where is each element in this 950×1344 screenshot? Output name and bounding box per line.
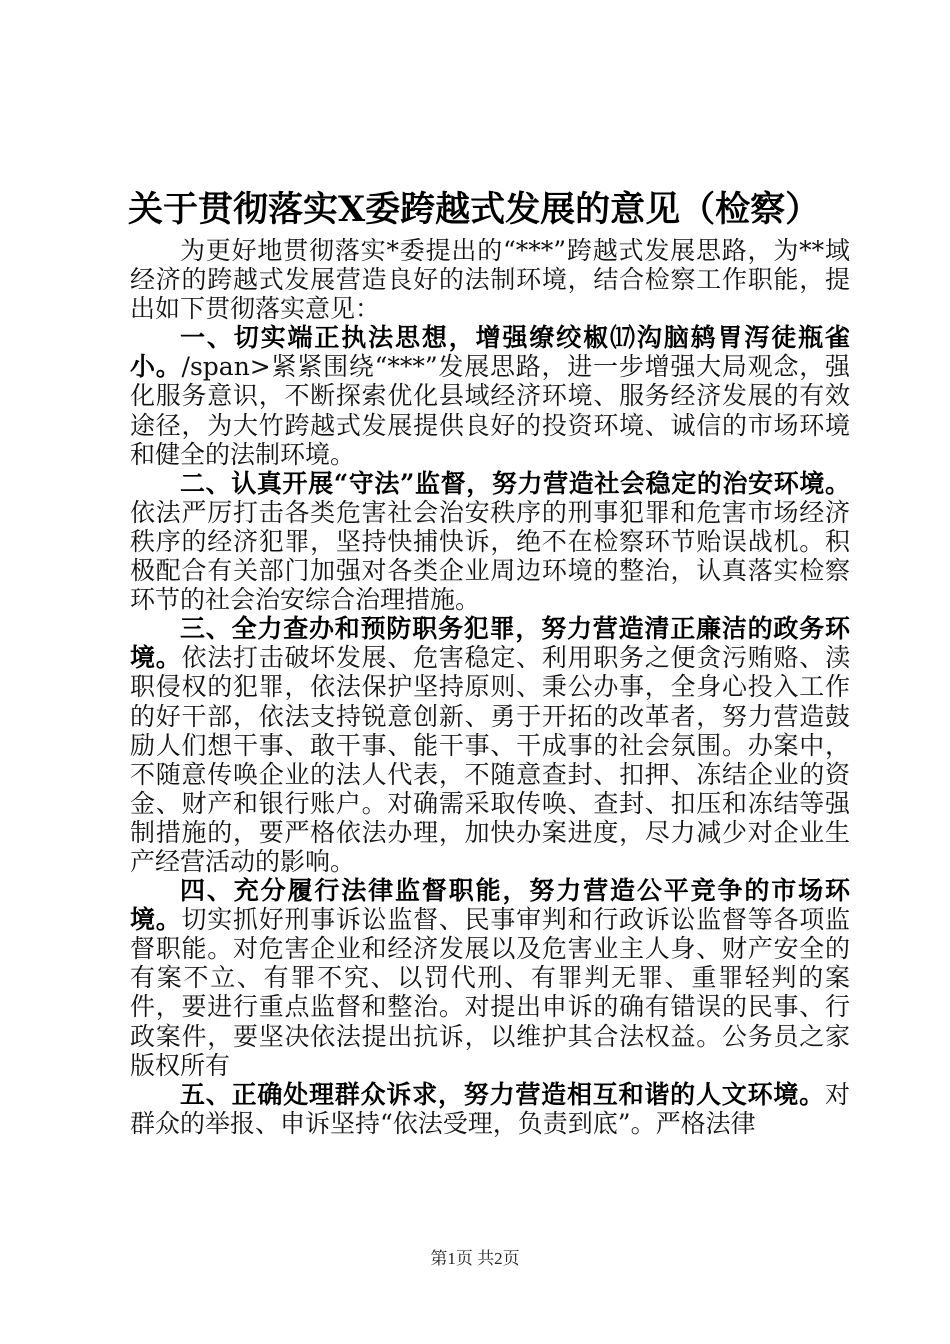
section-body: 依法打击破坏发展、危害稳定、利用职务之便贪污贿赂、渎职侵权的犯罪，依法保护坚持原则、秉公办事，全身心投入工作的好干部，依法支持锐意创新、勇于开拓的改革者，努力营造鼓励人们想干事、敢干事、能干事、干成事的社会氛围。办案中，不随意传唤企业的法人代表，不随意查封、扣押、冻结企业的资金、财产和银行账户。对确需采取传唤、查封、扣压和冻结等强制措施的，要严格依法办理，加快办案进度，尽力减少对企业生产经营活动的影响。 (130, 643, 850, 876)
section-heading: 一、切实端正执法思想，增强缭绞椒⒄沟脑鸫胃泻徒瓶雀小。 (130, 323, 850, 382)
section-paragraph-5 (130, 1080, 850, 1138)
section-heading: 五、正确处理群众诉求，努力营造相互和谐的人文环境。 (180, 1079, 825, 1109)
section-body: 切实抓好刑事诉讼监督、民事审判和行政诉讼监督等各项监督职能。对危害企业和经济发展以及危害业主人身、财产安全的有案不立、有罪不究、以罚代刑、有罪判无罪、重罪轻判的案件，要进行重点监督和整治。对提出申诉的确有错误的民事、行政案件，要坚决依法提出抗诉，以维护其合法权益。公务员之家版权所有 (130, 905, 850, 1080)
section-paragraph-1 (130, 323, 850, 468)
document-title: 关于贯彻落实X委跨越式发展的意见（检察） (128, 189, 821, 230)
section-paragraph-3 (130, 614, 850, 876)
section-heading: 三、全力查办和预防职务犯罪，努力营造清正廉洁的政务环境。 (130, 614, 850, 673)
section-body: 依法严厉打击各类危害社会治安秩序的刑事犯罪和危害市场经济秩序的经济犯罪，坚持快捕快诉，绝不在检察环节贻误战机。积极配合有关部门加强对各类企业周边环境的整治，认真落实检察环节的社会治安综合治理措施。 (130, 497, 850, 615)
section-body: /span>紧紧围绕“***”发展思路，进一步增强大局观念，强化服务意识，不断探索优化县域经济环境、服务经济发展的有效途径，为大竹跨越式发展提供良好的投资环境、诚信的市场环境和健全的法制环境。 (130, 352, 850, 469)
intro-paragraph: 为更好地贯彻落实*委提出的“***”跨越式发展思路，为**域经济的跨越式发展营造良好的法制环境，结合检察工作职能，提出如下贯彻落实意见： (130, 236, 850, 324)
document-body (130, 236, 850, 1138)
section-paragraph-4 (130, 876, 850, 1080)
section-paragraph-2 (130, 469, 850, 614)
page-footer: 第1页 共2页 (430, 1249, 520, 1268)
section-heading: 二、认真开展“守法”监督，努力营造社会稳定的治安环境。 (180, 468, 850, 498)
section-body: 对群众的举报、申诉坚持“依法受理，负责到底”。严格法律 (130, 1079, 850, 1138)
section-heading: 四、充分履行法律监督职能，努力营造公平竞争的市场环境。 (130, 876, 850, 935)
